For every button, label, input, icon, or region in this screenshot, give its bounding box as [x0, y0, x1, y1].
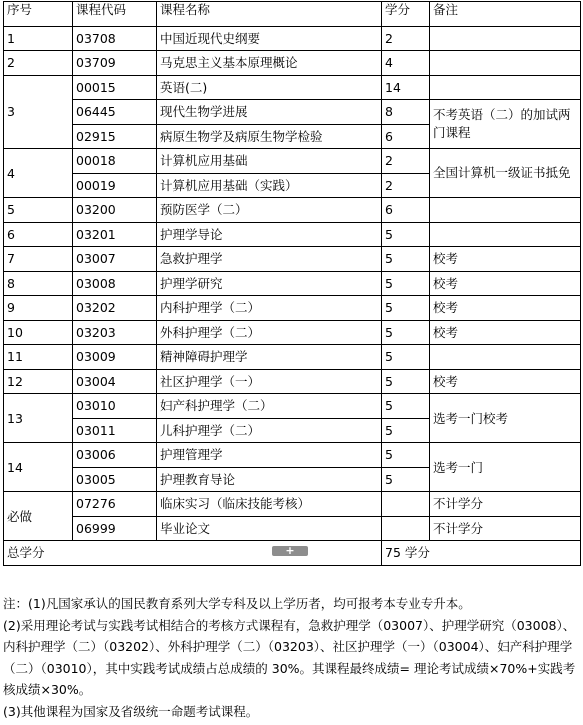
- note-1: 注：(1)凡国家承认的国民教育系列大学专科及以上学历者，均可报考本专业专升本。: [3, 596, 471, 611]
- cell-code: 06999: [73, 516, 157, 541]
- cell-name: 计算机应用基础（实践）: [157, 173, 382, 198]
- cell-credit: 8: [382, 100, 430, 125]
- cell-code: 03200: [73, 198, 157, 223]
- cell-code: 06445: [73, 100, 157, 125]
- cell-name: 妇产科护理学（二）: [157, 394, 382, 419]
- cell-credit: 14: [382, 75, 430, 100]
- table-row: [4, 149, 581, 174]
- cell-remark: 校考: [430, 271, 581, 296]
- cell-name: 外科护理学（二）: [157, 320, 382, 345]
- cell-remark: 全国计算机一级证书抵免: [430, 149, 581, 198]
- cell-credit: 2: [382, 26, 430, 51]
- cell-code: 03009: [73, 345, 157, 370]
- cell-name: 社区护理学（一）: [157, 369, 382, 394]
- cell-credit: 5: [382, 418, 430, 443]
- cell-no: 10: [4, 320, 73, 345]
- expand-button[interactable]: [272, 546, 308, 556]
- table-row: [4, 296, 581, 321]
- table-row: [4, 198, 581, 223]
- cell-name: 现代生物学进展: [157, 100, 382, 125]
- note-2: (2)采用理论考试与实践考试相结合的考核方式课程有，急救护理学（03007）、护理学研究（03008）、内科护理学（二）（03202）、外科护理学（二）（03203）、社区护理学（一）（03004）、妇产科护理学（二）（03010），其中实践考试成绩占总成绩的 30%。其课程最终成绩= 理论考试成绩×70%+实践考核成绩×30%。: [3, 617, 576, 697]
- cell-no: 2: [4, 51, 73, 76]
- table-row: [4, 75, 581, 100]
- cell-name: 预防医学（二）: [157, 198, 382, 223]
- cell-credit: 6: [382, 198, 430, 223]
- cell-no: 1: [4, 26, 73, 51]
- cell-remark: 校考: [430, 247, 581, 272]
- cell-name: 护理教育导论: [157, 467, 382, 492]
- cell-code: 03011: [73, 418, 157, 443]
- cell-name: 急救护理学: [157, 247, 382, 272]
- cell-remark: 校考: [430, 369, 581, 394]
- cell-remark: [430, 222, 581, 247]
- cell-remark: 选考一门: [430, 443, 581, 492]
- cell-credit: 5: [382, 467, 430, 492]
- cell-code: 03005: [73, 467, 157, 492]
- cell-code: 00019: [73, 173, 157, 198]
- cell-remark: 校考: [430, 296, 581, 321]
- table-row: [4, 247, 581, 272]
- cell-no: 14: [4, 443, 73, 492]
- cell-credit: [382, 516, 430, 541]
- cell-remark: [430, 75, 581, 100]
- header-no: 序号: [4, 2, 73, 27]
- cell-no: 必做: [4, 492, 73, 541]
- cell-code: 03007: [73, 247, 157, 272]
- cell-code: 00018: [73, 149, 157, 174]
- table-row: [4, 26, 581, 51]
- cell-no: 3: [4, 75, 73, 149]
- table-row: [4, 100, 581, 125]
- cell-no: 6: [4, 222, 73, 247]
- cell-credit: 5: [382, 247, 430, 272]
- cell-no: 11: [4, 345, 73, 370]
- cell-code: 03004: [73, 369, 157, 394]
- cell-no: 8: [4, 271, 73, 296]
- header-name: 课程名称: [157, 2, 382, 27]
- table-row: [4, 320, 581, 345]
- cell-remark: [430, 51, 581, 76]
- cell-code: 00015: [73, 75, 157, 100]
- table-row: [4, 369, 581, 394]
- cell-remark: 选考一门校考: [430, 394, 581, 443]
- total-label: 总学分: [4, 541, 382, 566]
- cell-no: 12: [4, 369, 73, 394]
- cell-remark: [430, 26, 581, 51]
- cell-remark: 不考英语（二）的加试两门课程: [430, 100, 581, 149]
- table-row: [4, 394, 581, 419]
- notes: [3, 593, 577, 722]
- cell-credit: 5: [382, 320, 430, 345]
- cell-name: 护理学研究: [157, 271, 382, 296]
- table-row: [4, 271, 581, 296]
- header-code: 课程代码: [73, 2, 157, 27]
- table-row: [4, 516, 581, 541]
- cell-name: 精神障碍护理学: [157, 345, 382, 370]
- cell-credit: 5: [382, 271, 430, 296]
- cell-no: 5: [4, 198, 73, 223]
- cell-code: 03709: [73, 51, 157, 76]
- cell-name: 马克思主义基本原理概论: [157, 51, 382, 76]
- cell-name: 英语(二): [157, 75, 382, 100]
- course-table: [3, 1, 581, 566]
- table-row: [4, 443, 581, 468]
- cell-remark: 不计学分: [430, 516, 581, 541]
- cell-code: 02915: [73, 124, 157, 149]
- cell-name: 病原生物学及病原生物学检验: [157, 124, 382, 149]
- cell-name: 毕业论文: [157, 516, 382, 541]
- cell-name: 儿科护理学（二）: [157, 418, 382, 443]
- cell-name: 临床实习（临床技能考核）: [157, 492, 382, 517]
- note-3: (3)其他课程为国家及省级统一命题考试课程。: [3, 703, 259, 719]
- cell-code: 03008: [73, 271, 157, 296]
- cell-remark: [430, 198, 581, 223]
- cell-code: 03708: [73, 26, 157, 51]
- table-row: [4, 51, 581, 76]
- cell-credit: 2: [382, 173, 430, 198]
- cell-no: 9: [4, 296, 73, 321]
- total-value: 75 学分: [382, 541, 581, 566]
- cell-credit: 5: [382, 369, 430, 394]
- expand-bar: [0, 546, 583, 556]
- cell-credit: [382, 492, 430, 517]
- cell-name: 护理学导论: [157, 222, 382, 247]
- cell-credit: 5: [382, 345, 430, 370]
- cell-code: 03201: [73, 222, 157, 247]
- cell-code: 03006: [73, 443, 157, 468]
- cell-remark: [430, 345, 581, 370]
- cell-credit: 6: [382, 124, 430, 149]
- cell-no: 4: [4, 149, 73, 198]
- cell-code: 07276: [73, 492, 157, 517]
- cell-credit: 5: [382, 296, 430, 321]
- cell-name: 护理管理学: [157, 443, 382, 468]
- cell-credit: 4: [382, 51, 430, 76]
- table-header-row: [4, 2, 581, 27]
- header-credit: 学分: [382, 2, 430, 27]
- cell-credit: 5: [382, 394, 430, 419]
- cell-name: 计算机应用基础: [157, 149, 382, 174]
- cell-no: 13: [4, 394, 73, 443]
- cell-name: 内科护理学（二）: [157, 296, 382, 321]
- cell-credit: 5: [382, 443, 430, 468]
- table-row: [4, 222, 581, 247]
- cell-code: 03203: [73, 320, 157, 345]
- table-row: [4, 492, 581, 517]
- cell-code: 03010: [73, 394, 157, 419]
- table-row: [4, 345, 581, 370]
- plus-icon: +: [285, 544, 295, 557]
- cell-remark: 不计学分: [430, 492, 581, 517]
- cell-remark: 校考: [430, 320, 581, 345]
- cell-credit: 2: [382, 149, 430, 174]
- header-remark: 备注: [430, 2, 581, 27]
- cell-code: 03202: [73, 296, 157, 321]
- cell-name: 中国近现代史纲要: [157, 26, 382, 51]
- cell-no: 7: [4, 247, 73, 272]
- cell-credit: 5: [382, 222, 430, 247]
